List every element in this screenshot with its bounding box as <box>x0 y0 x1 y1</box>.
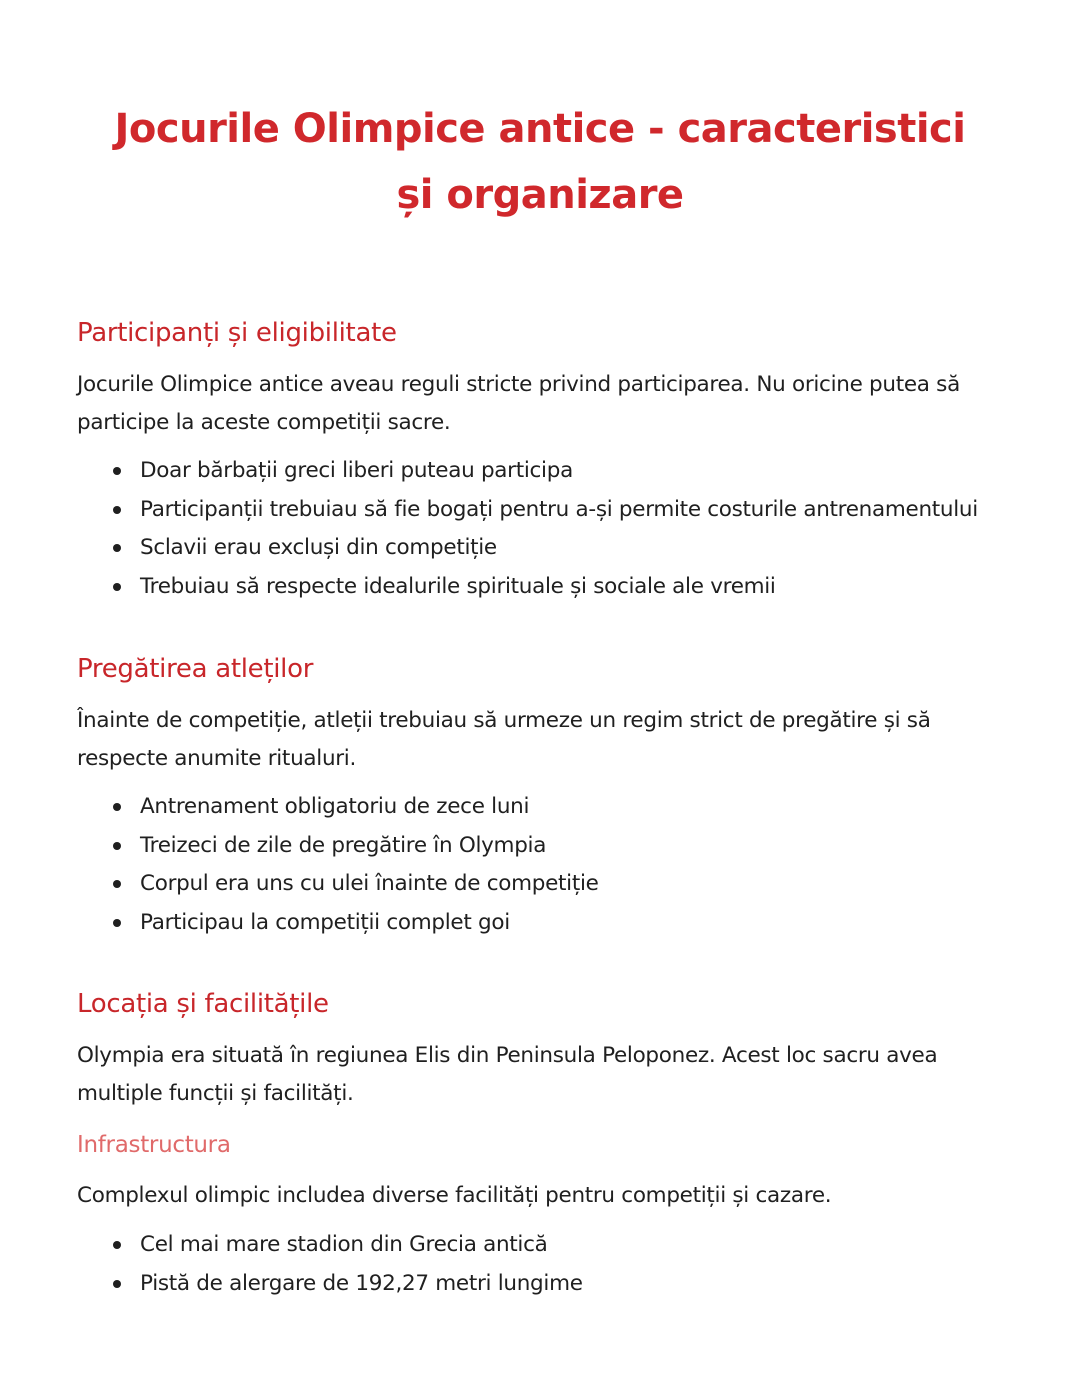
section-athlete-preparation <box>77 651 1037 942</box>
list-item <box>77 568 1037 607</box>
bullet-list <box>77 788 1037 942</box>
list-item <box>77 1226 1037 1265</box>
bullet-icon <box>113 919 121 927</box>
section-heading: Locația și facilitățile <box>77 989 329 1019</box>
list-item-text: Corpul era uns cu ulei înainte de competiție <box>140 871 599 896</box>
list-item-text: Antrenament obligatoriu de zece luni <box>140 794 530 819</box>
section-intro: Înainte de competiție, atleții trebuiau să urmeze un regim strict de pregătire și să respecte anumite ritualuri. <box>77 708 931 771</box>
list-item-text: Sclavii erau excluși din competiție <box>140 535 497 560</box>
bullet-icon <box>113 467 121 475</box>
section-intro: Jocurile Olimpice antice aveau reguli stricte privind participarea. Nu oricine putea să participe la aceste competiții sacre. <box>77 372 960 435</box>
section-participants <box>77 315 1037 606</box>
document-title: Jocurile Olimpice antice - caracteristici și organizare <box>114 106 966 218</box>
section-location-facilities <box>77 986 1037 1303</box>
list-item-text: Doar bărbații greci liberi puteau participa <box>140 458 573 483</box>
list-item <box>77 1265 1037 1304</box>
list-item-text: Participau la competiții complet goi <box>140 909 510 935</box>
list-item-text: Cel mai mare stadion din Grecia antică <box>140 1232 548 1257</box>
list-item-text: Treizeci de zile de pregătire în Olympia <box>140 832 547 858</box>
section-intro: Olympia era situată în regiunea Elis din Peninsula Peloponez. Acest loc sacru avea multiple funcții și facilități. <box>77 1043 938 1106</box>
bullet-icon <box>113 1280 121 1288</box>
list-item-text: Trebuiau să respecte idealurile spirituale și sociale ale vremii <box>140 573 776 599</box>
subsection-intro: Complexul olimpic includea diverse facilități pentru competiții și cazare. <box>77 1183 832 1208</box>
bullet-icon <box>113 1241 121 1249</box>
list-item <box>77 827 1037 866</box>
subsection-heading: Infrastructura <box>77 1132 231 1158</box>
bullet-icon <box>113 880 121 888</box>
bullet-icon <box>113 506 121 514</box>
list-item <box>77 788 1037 827</box>
bullet-icon <box>113 583 121 591</box>
bullet-icon <box>113 803 121 811</box>
bullet-list <box>77 1226 1037 1303</box>
bullet-list <box>77 452 1037 606</box>
bullet-icon <box>113 544 121 552</box>
list-item-text: Pistă de alergare de 192,27 metri lungime <box>140 1270 583 1296</box>
list-item <box>77 452 1037 491</box>
section-heading: Participanți și eligibilitate <box>77 318 397 348</box>
list-item-text: Participanții trebuiau să fie bogați pentru a-și permite costurile antrenamentului <box>140 496 978 522</box>
list-item <box>77 491 1037 530</box>
list-item <box>77 529 1037 568</box>
list-item <box>77 865 1037 904</box>
bullet-icon <box>113 842 121 850</box>
section-heading: Pregătirea atleților <box>77 654 314 684</box>
list-item <box>77 904 1037 943</box>
